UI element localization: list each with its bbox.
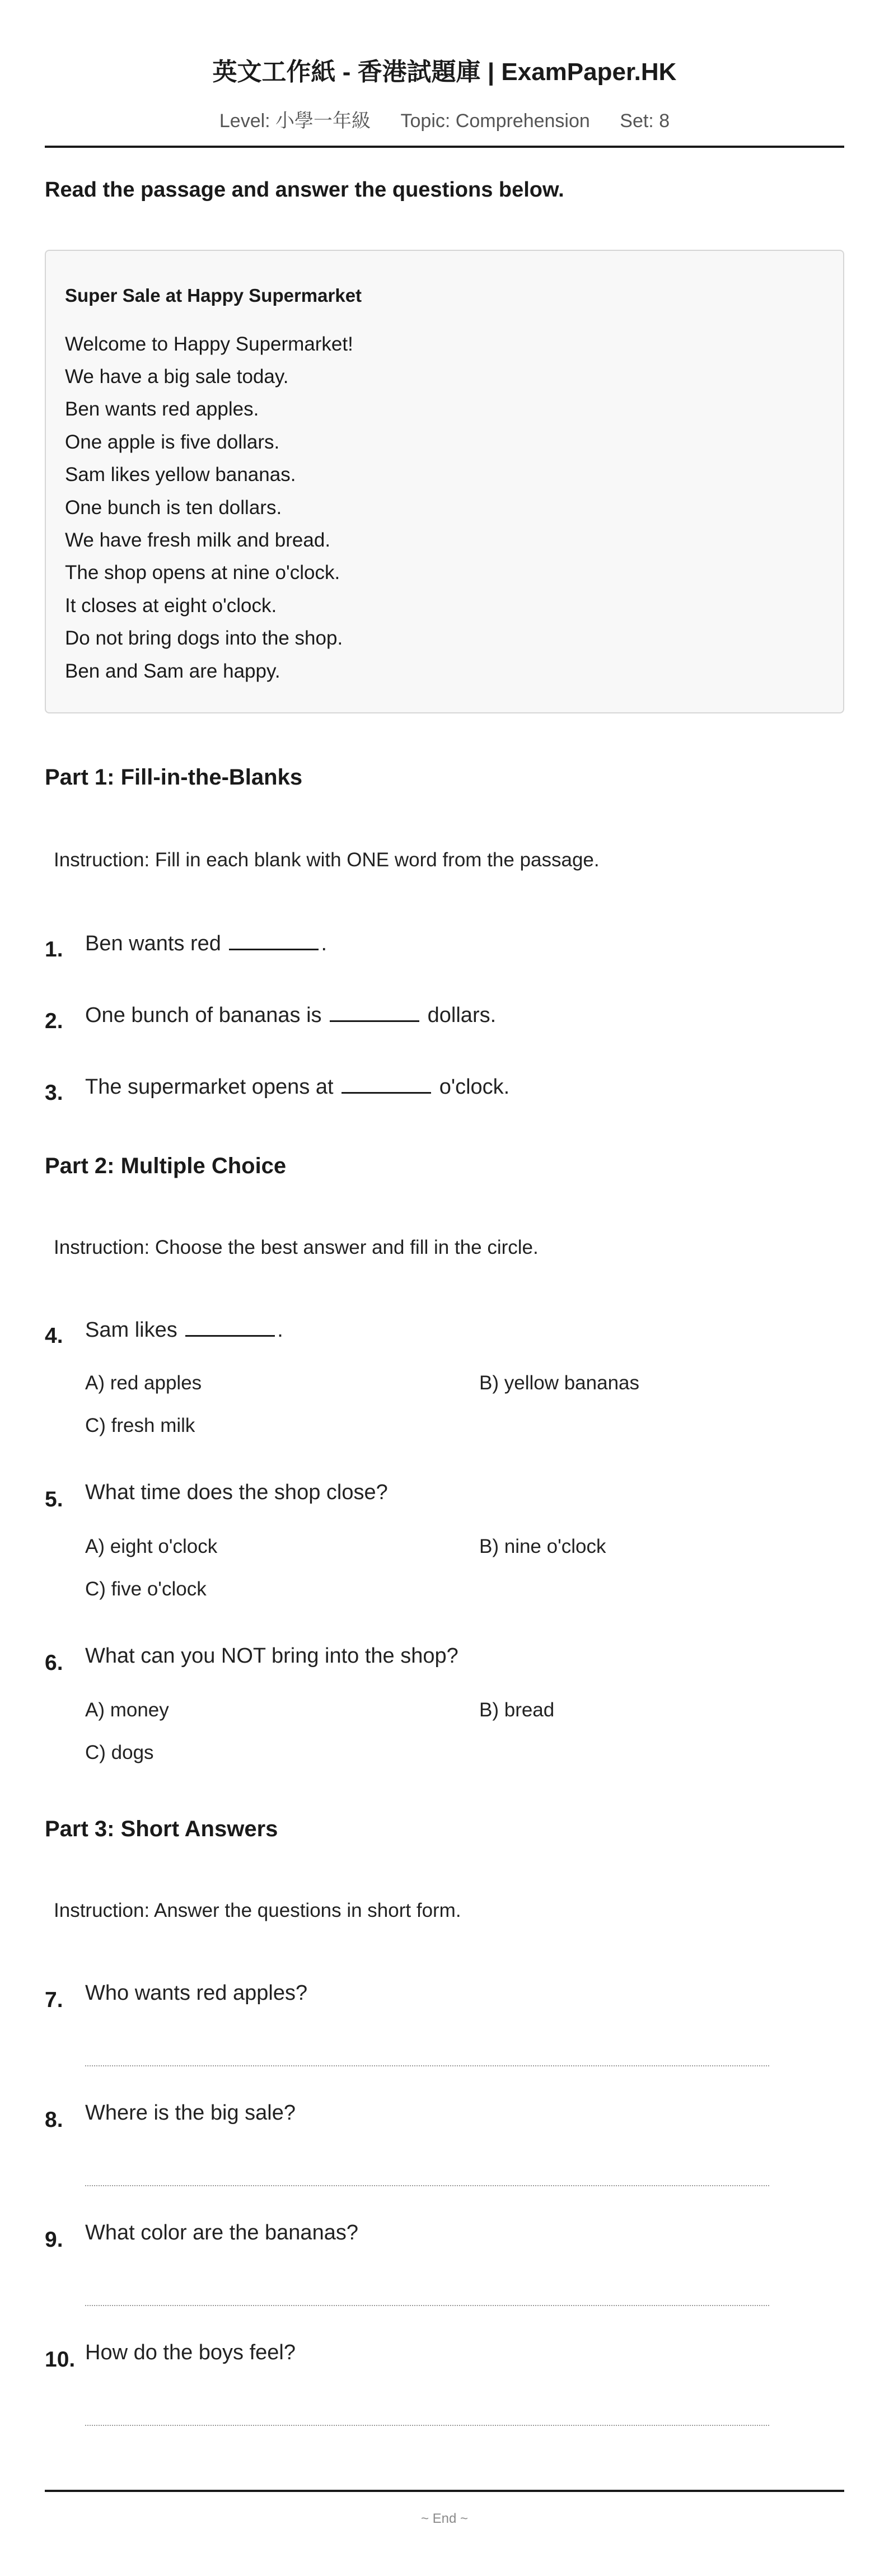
passage-line: Welcome to Happy Supermarket!: [65, 333, 353, 355]
answer-line[interactable]: [85, 2065, 769, 2066]
passage-line: We have fresh milk and bread.: [65, 529, 331, 552]
question-number: 9.: [45, 2228, 63, 2252]
question-text: [85, 931, 327, 956]
footer-divider: [45, 2490, 844, 2492]
set-label: Set: 8: [620, 110, 670, 132]
passage-title: Super Sale at Happy Supermarket: [65, 285, 362, 306]
part2-instruction: Instruction: Choose the best answer and fill in the circle.: [54, 1236, 539, 1258]
question-number: 3.: [45, 1081, 63, 1105]
question-text: Who wants red apples?: [85, 1981, 308, 2005]
question-text: What time does the shop close?: [85, 1481, 388, 1504]
question-number: 8.: [45, 2108, 63, 2132]
answer-blank[interactable]: [229, 931, 319, 950]
option-a[interactable]: A) money: [85, 1699, 169, 1721]
question-number: 2.: [45, 1009, 63, 1033]
lead-instruction: Read the passage and answer the questions below.: [45, 178, 564, 202]
passage-line: Sam likes yellow bananas.: [65, 464, 296, 486]
passage-line: Ben and Sam are happy.: [65, 660, 280, 682]
question-text-before: The supermarket opens at: [85, 1075, 334, 1099]
question-number: 6.: [45, 1651, 63, 1675]
answer-blank[interactable]: [341, 1074, 431, 1094]
option-b[interactable]: B) yellow bananas: [479, 1372, 639, 1394]
part3-instruction: Instruction: Answer the questions in short form.: [54, 1900, 461, 1921]
question-text-after: dollars.: [427, 1004, 497, 1027]
topic-label: Topic: Comprehension: [400, 110, 590, 132]
question-text: What color are the bananas?: [85, 2221, 358, 2244]
answer-line[interactable]: [85, 2425, 769, 2426]
level-label: Level: 小學一年級: [219, 110, 371, 132]
worksheet-meta: [0, 105, 889, 133]
header-divider: [45, 146, 844, 148]
question-number: 1.: [45, 937, 63, 962]
question-text: [85, 1317, 283, 1342]
reading-passage: [45, 250, 844, 713]
option-a[interactable]: A) eight o'clock: [85, 1536, 218, 1557]
question-number: 5.: [45, 1487, 63, 1511]
answer-line[interactable]: [85, 2185, 769, 2186]
option-a[interactable]: A) red apples: [85, 1372, 202, 1394]
question-text: How do the boys feel?: [85, 2341, 296, 2364]
page-title: 英文工作紙 - 香港試題庫 | ExamPaper.HK: [212, 58, 677, 86]
option-c[interactable]: C) five o'clock: [85, 1578, 207, 1600]
end-marker: ~ End ~: [420, 2511, 469, 2526]
passage-line: One apple is five dollars.: [65, 431, 280, 453]
part3-title: Part 3: Short Answers: [45, 1817, 278, 1841]
answer-blank[interactable]: [185, 1317, 275, 1337]
question-text-after: o'clock.: [439, 1075, 510, 1099]
answer-line[interactable]: [85, 2305, 769, 2306]
question-number: 7.: [45, 1988, 63, 2012]
question-text-after: .: [321, 932, 327, 955]
question-text-before: Sam likes: [85, 1318, 177, 1342]
option-c[interactable]: C) dogs: [85, 1742, 154, 1763]
question-text-after: .: [277, 1318, 283, 1342]
part2-title: Part 2: Multiple Choice: [45, 1154, 287, 1178]
question-number: 4.: [45, 1324, 63, 1348]
question-text: [85, 1002, 496, 1028]
passage-line: It closes at eight o'clock.: [65, 594, 277, 617]
part1-title: Part 1: Fill-in-the-Blanks: [45, 765, 303, 790]
option-b[interactable]: B) nine o'clock: [479, 1536, 606, 1557]
passage-line: Ben wants red apples.: [65, 398, 259, 421]
option-b[interactable]: B) bread: [479, 1699, 555, 1721]
question-text: What can you NOT bring into the shop?: [85, 1644, 458, 1668]
passage-line: Do not bring dogs into the shop.: [65, 627, 343, 650]
question-number: 10.: [45, 2348, 76, 2372]
passage-line: One bunch is ten dollars.: [65, 496, 282, 519]
answer-blank[interactable]: [330, 1002, 419, 1022]
passage-line: We have a big sale today.: [65, 366, 289, 388]
passage-line: The shop opens at nine o'clock.: [65, 562, 340, 584]
question-text: Where is the big sale?: [85, 2101, 296, 2125]
question-text-before: Ben wants red: [85, 932, 221, 955]
option-c[interactable]: C) fresh milk: [85, 1415, 195, 1436]
question-text-before: One bunch of bananas is: [85, 1004, 322, 1027]
question-text: [85, 1074, 509, 1099]
part1-instruction: Instruction: Fill in each blank with ONE word from the passage.: [54, 849, 600, 871]
